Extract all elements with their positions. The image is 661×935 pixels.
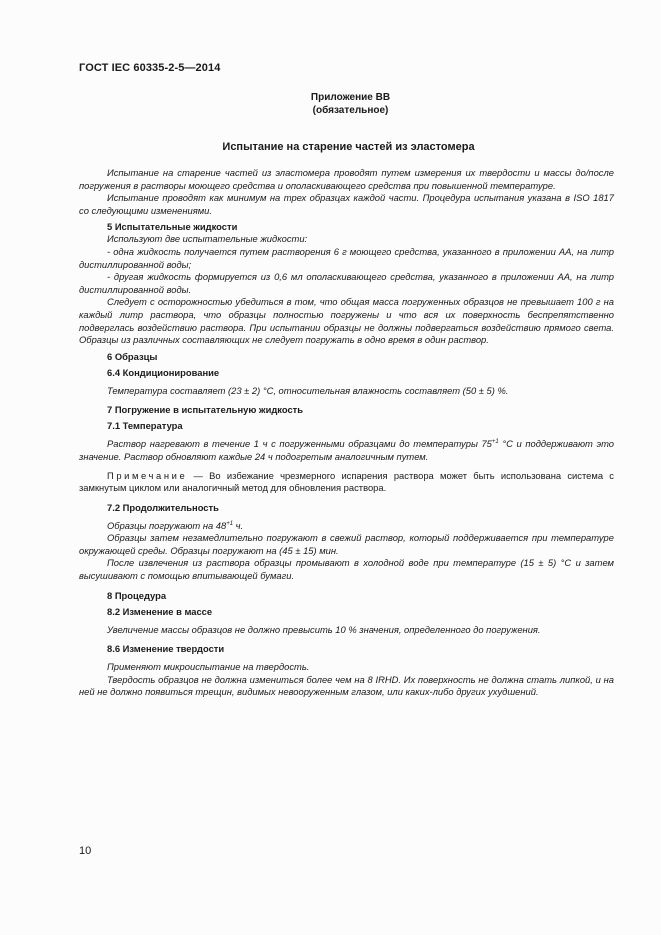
section-7-2-paragraph-3: После извлечения из раствора образцы промывают в холодной воде при температуре (15 ± 5) °С и затем высушивают с помощью впитывающей бумаги.: [79, 557, 614, 582]
section-5-paragraph-1: Используют две испытательные жидкости:: [107, 233, 308, 245]
section-5-paragraph-4: Следует с осторожностью убедиться в том, что общая масса погруженных образцов не превышает 100 г на каждый литр раствора, что образцы полностью погружены и что вся их поверхность беспрепятственно подверглась воздействию раствора. При испытании образцы не должны подвергаться воздействию прямого света. Образцы из различных составляющих не следует погружать в одно время в один раствор.: [79, 296, 614, 346]
section-7-heading: 7 Погружение в испытательную жидкость: [107, 404, 304, 416]
section-8-heading: 8 Процедура: [107, 589, 167, 601]
document-title: Испытание на старение частей из эластомера: [222, 141, 475, 153]
section-8-2-heading: 8.2 Изменение в массе: [107, 605, 213, 617]
section-6-4-heading: 6.4 Кондиционирование: [107, 366, 220, 378]
section-7-1-paragraph: Раствор нагревают в течение 1 ч с погруженными образцами до температуры $75^{+1}$ °С и поддерживают это значение. Раствор обновляют каждые 24 ч подогретым аналогичным путем.: [79, 438, 614, 462]
section-8-6-heading: 8.6 Изменение твердости: [107, 643, 225, 655]
section-6-4-paragraph: Температура составляет (23 ± 2) °С, относительная влажность составляет (50 ± 5) %.: [107, 384, 509, 396]
section-8-2-paragraph: Увеличение массы образцов не должно превысить 10 % значения, определенного до погружения.: [107, 623, 541, 635]
section-8-6-paragraph-2: Твердость образцов не должна измениться более чем на 8 IRHD. Их поверхность не должна стать липкой, и на ней не должно появиться трещин, видимых невооруженным глазом, или каких-либо других ухудшений.: [79, 673, 614, 698]
section-7-1-heading: 7.1 Температура: [107, 420, 183, 432]
document-body: [79, 167, 614, 699]
section-5-heading: 5 Испытательные жидкости: [107, 221, 238, 233]
section-8-6-paragraph-1: Применяют микроиспытание на твердость.: [107, 661, 310, 673]
intro-paragraph-2: Испытание проводят как минимум на трех образцах каждой части. Процедура испытания указана в ISO 1817 со следующими изменениями.: [79, 192, 614, 216]
section-6-heading: 6 Образцы: [107, 350, 158, 362]
page-number: 10: [79, 845, 92, 857]
section-7-2-paragraph-2: Образцы затем незамедлительно погружают в свежий раствор, который поддерживается при температуре окружающей среды. Образцы погружают на (45 ± 15) мин.: [79, 532, 614, 556]
section-7-1-note: Примечание — Во избежание чрезмерного испарения раствора может быть использована система с замкнутым циклом или аналогичный метод для обновления раствора.: [79, 469, 614, 494]
section-7-2-heading: 7.2 Продолжительность: [107, 501, 219, 513]
annex-header: [0, 91, 661, 117]
intro-paragraph-1: Испытание на старение частей из эластомера проводят путем измерения их твердости и массы до/после погружения в растворы моющего средства и ополаскивающего средства при повышенной температуре.: [79, 167, 614, 191]
section-7-2-paragraph-1: Образцы погружают на $48^{+1}$ ч.: [107, 519, 244, 531]
annex-status: (обязательное): [312, 105, 389, 116]
standard-designation: ГОСТ IEC 60335-2-5—2014: [79, 62, 221, 74]
section-5-paragraph-2: - одна жидкость получается путем растворения 6 г моющего средства, указанного в приложении АА, на литр дистиллированной воды;: [79, 245, 614, 270]
annex-title: Приложение ВВ: [310, 92, 391, 103]
section-5-paragraph-3: - другая жидкость формируется из 0,6 мл ополаскивающего средства, указанного в приложении АА, на литр дистиллированной воды.: [79, 271, 614, 295]
